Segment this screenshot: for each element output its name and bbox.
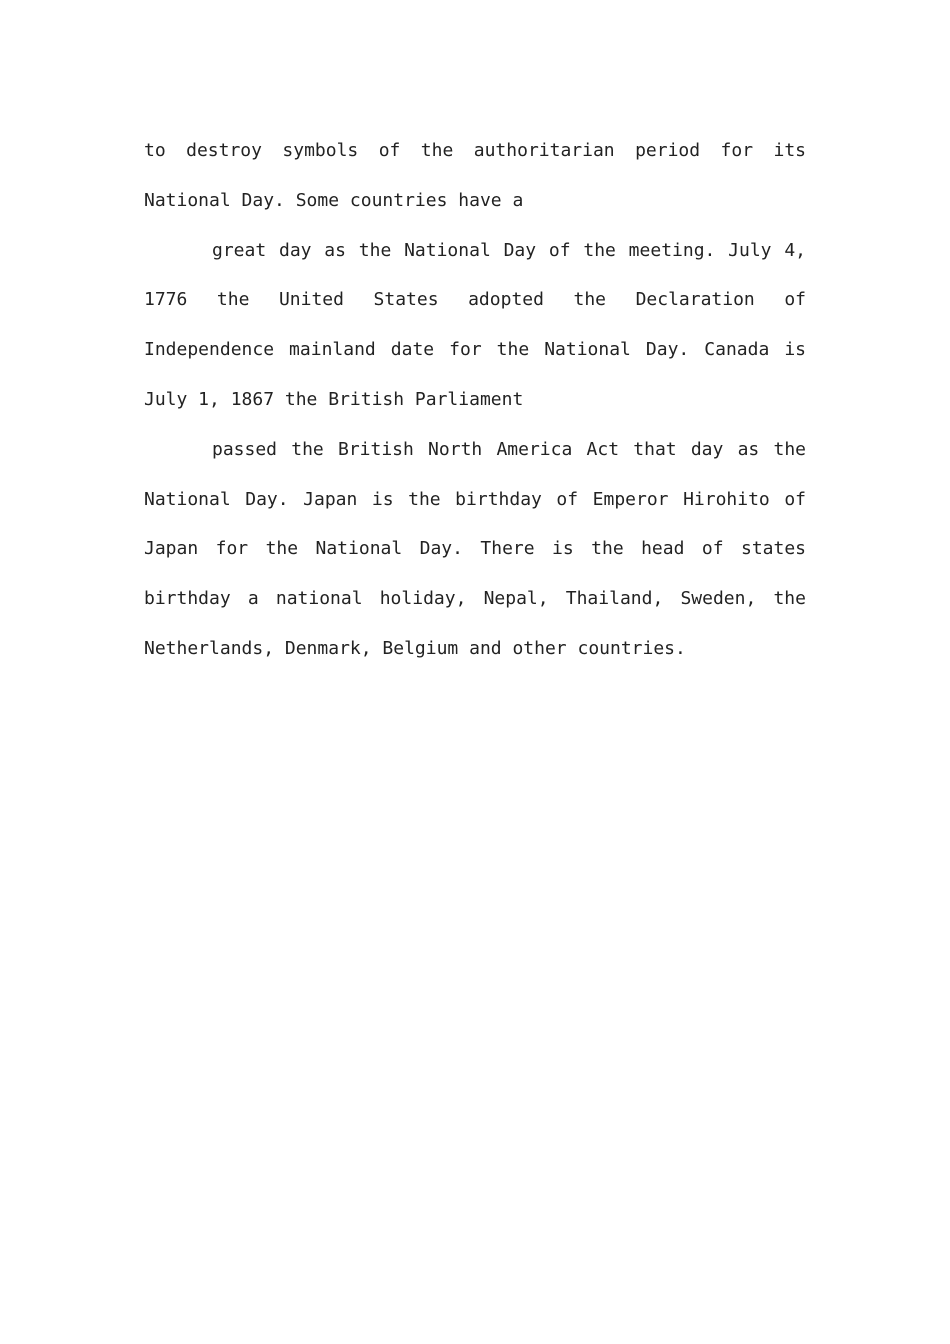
paragraph-1: to destroy symbols of the authoritarian period for its National Day. Some countries have a [144, 140, 806, 211]
paragraph-3: passed the British North America Act that day as the National Day. Japan is the birthday of Emperor Hirohito of Japan for the National Day. There is the head of states birthday a national holiday, Nepal, Thailand, Sweden, the Netherlands, Denmark, Belgium and other countries. [144, 438, 806, 659]
body-text [144, 126, 806, 674]
paragraph-2: great day as the National Day of the meeting. July 4, 1776 the United States adopted the Declaration of Independence mainland date for the National Day. Canada is July 1, 1867 the British Parliament [144, 239, 806, 410]
